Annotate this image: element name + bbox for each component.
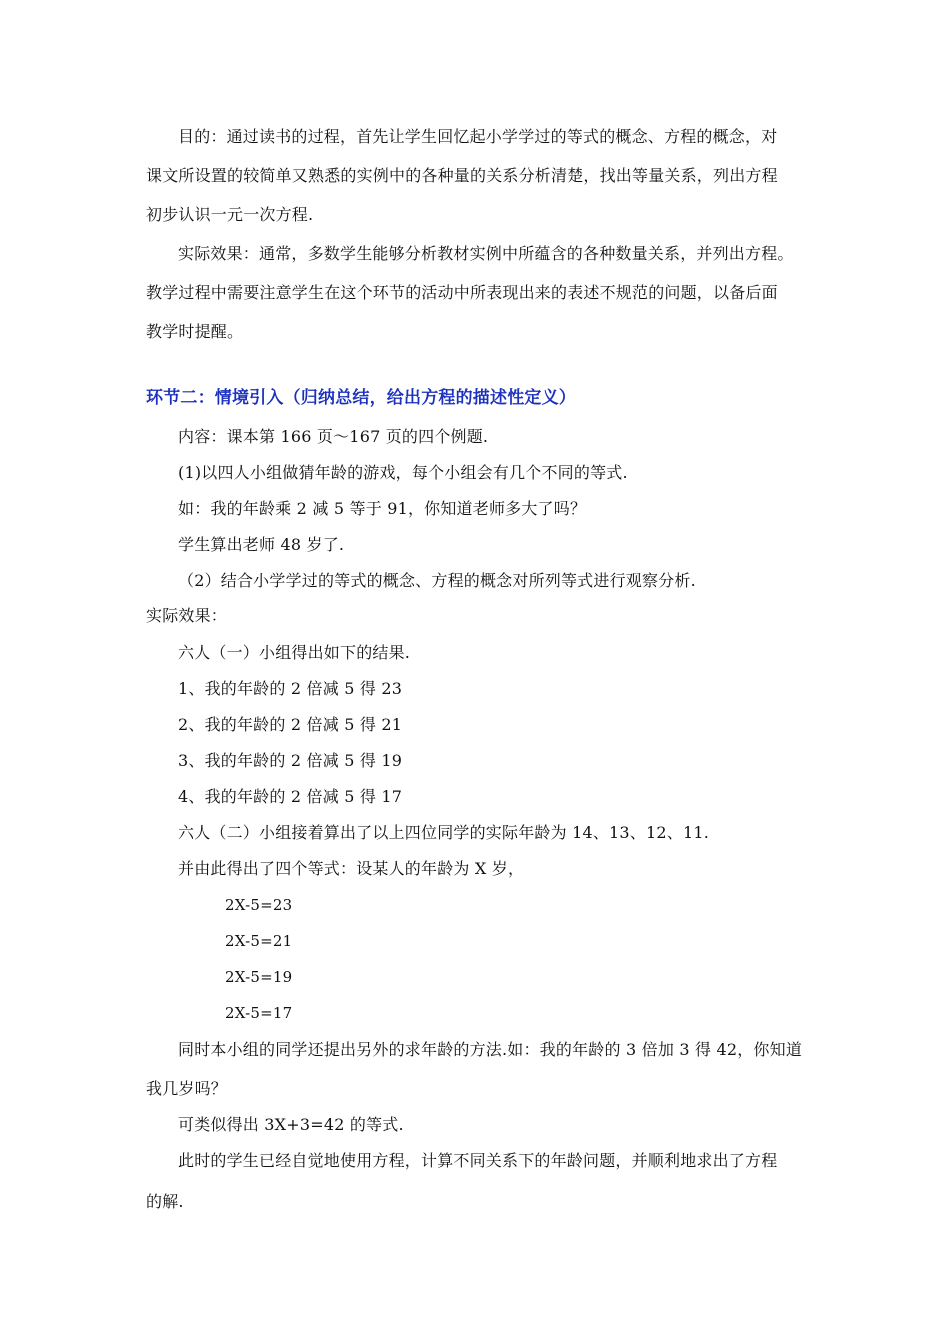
content-line: 内容：课本第 166 页～167 页的四个例题. — [178, 427, 489, 446]
effect-line-3: 教学时提醒。 — [146, 322, 244, 341]
equation: 2X-5=17 — [225, 1004, 293, 1022]
derive-line: 并由此得出了四个等式：设某人的年龄为 X 岁， — [178, 859, 525, 878]
other-method-line-1: 同时本小组的同学还提出另外的求年龄的方法.如：我的年龄的 3 倍加 3 得 42，你知道 — [178, 1040, 803, 1059]
group1-intro: 六人（一）小组得出如下的结果. — [178, 643, 411, 662]
conclusion-line-2: 的解. — [146, 1192, 184, 1211]
example-line: 如：我的年龄乘 2 减 5 等于 91，你知道老师多大了吗？ — [178, 499, 587, 518]
result-item: 4、我的年龄的 2 倍减 5 得 17 — [178, 787, 403, 806]
group2-line: 六人（二）小组接着算出了以上四位同学的实际年龄为 14、13、12、11. — [178, 823, 710, 842]
similar-line: 可类似得出 3X+3=42 的等式. — [178, 1115, 404, 1134]
item-1: (1)以四人小组做猜年龄的游戏，每个小组会有几个不同的等式. — [178, 463, 628, 482]
result-item: 3、我的年龄的 2 倍减 5 得 19 — [178, 751, 403, 770]
equation: 2X-5=19 — [225, 968, 293, 986]
section-heading: 环节二：情境引入（归纳总结，给出方程的描述性定义） — [146, 388, 576, 408]
equation: 2X-5=23 — [225, 896, 293, 914]
effect-line-1: 实际效果：通常，多数学生能够分析教材实例中所蕴含的各种数量关系，并列出方程。 — [178, 244, 794, 263]
result-item: 1、我的年龄的 2 倍减 5 得 23 — [178, 679, 403, 698]
purpose-line-1: 目的：通过读书的过程，首先让学生回忆起小学学过的等式的概念、方程的概念，对 — [178, 127, 778, 146]
result-item: 2、我的年龄的 2 倍减 5 得 21 — [178, 715, 403, 734]
other-method-line-2: 我几岁吗？ — [146, 1079, 228, 1098]
purpose-line-3: 初步认识一元一次方程. — [146, 205, 314, 224]
effect-line-2: 教学过程中需要注意学生在这个环节的活动中所表现出来的表述不规范的问题，以备后面 — [146, 283, 778, 302]
equation: 2X-5=21 — [225, 932, 293, 950]
item-2: （2）结合小学学过的等式的概念、方程的概念对所列等式进行观察分析. — [178, 571, 696, 590]
purpose-line-2: 课文所设置的较简单又熟悉的实例中的各种量的关系分析清楚，找出等量关系，列出方程 — [146, 166, 778, 185]
conclusion-line-1: 此时的学生已经自觉地使用方程，计算不同关系下的年龄问题，并顺利地求出了方程 — [178, 1151, 778, 1170]
answer-line: 学生算出老师 48 岁了. — [178, 535, 345, 554]
effect-label: 实际效果： — [146, 606, 228, 625]
